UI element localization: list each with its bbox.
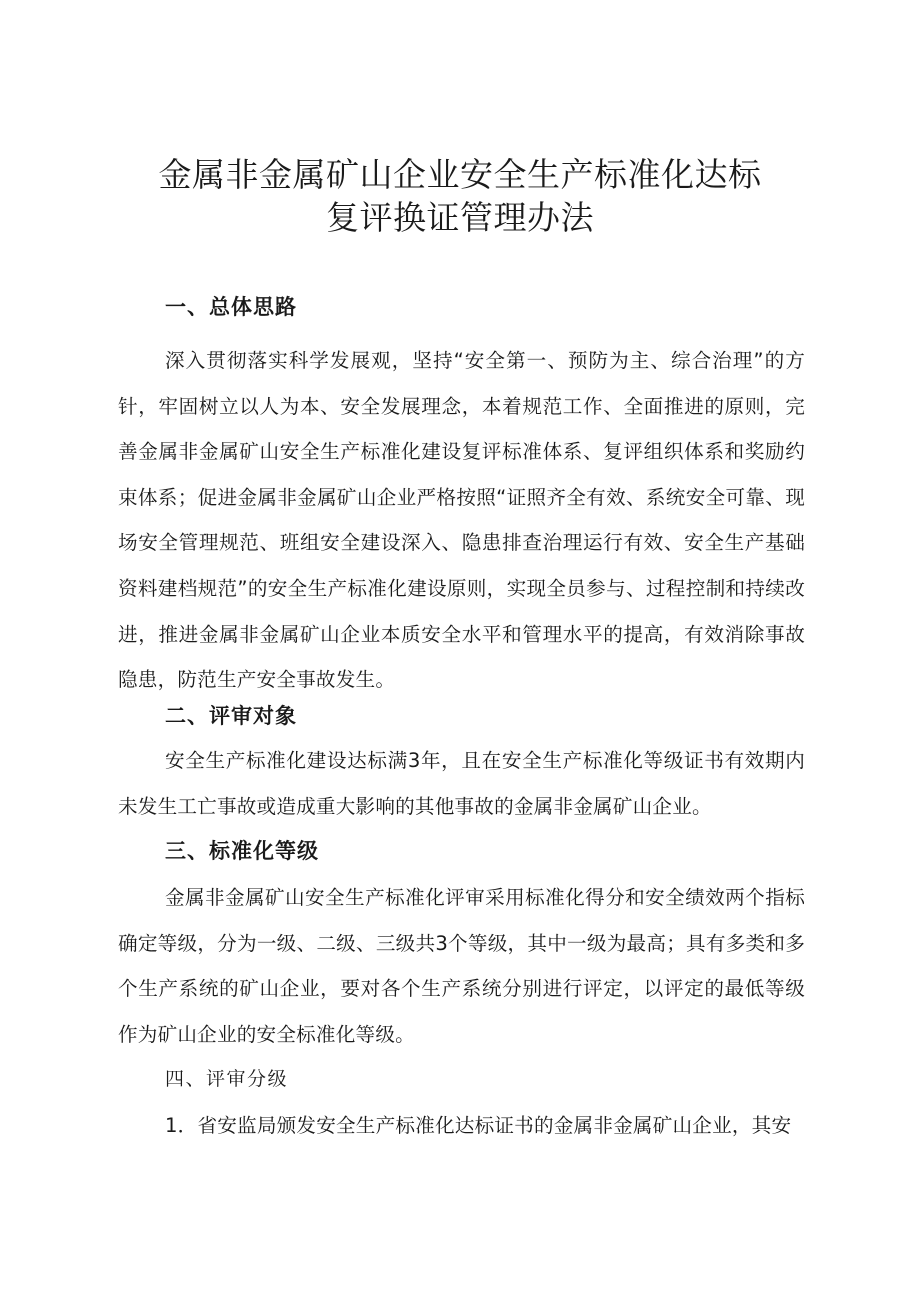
document-title-line-2: 复评换证管理办法 xyxy=(326,198,594,237)
section-paragraph-overall-approach: 深入贯彻落实科学发展观，坚持“安全第一、预防为主、综合治理”的方针，牢固树立以人为本、安全发展理念，本着规范工作、全面推进的原则，完善金属非金属矿山安全生产标准化建设复评标准体系、复评组织体系和奖励约束体系；促进金属非金属矿山企业严格按照“证照齐全有效、系统安全可靠、现场安全管理规范、班组安全建设深入、隐患排查治理运行有效、安全生产基础资料建档规范”的安全生产标准化建设原则，实现全员参与、过程控制和持续改进，推进金属非金属矿山企业本质安全水平和管理水平的提高，有效消除事故隐患，防范生产安全事故发生。 xyxy=(118,349,805,692)
section-heading-review-target: 二、评审对象 xyxy=(165,704,297,728)
section-paragraph-standard-levels: 金属非金属矿山安全生产标准化评审采用标准化得分和安全绩效两个指标确定等级，分为一级、二级、三级共3个等级，其中一级为最高；具有多类和多个生产系统的矿山企业，要对各个生产系统分别进行评定，以评定的最低等级作为矿山企业的安全标准化等级。 xyxy=(118,886,805,1046)
section-heading-overall-approach: 一、总体思路 xyxy=(165,295,297,319)
section-paragraph-review-target: 安全生产标准化建设达标满3年，且在安全生产标准化等级证书有效期内未发生工亡事故或造成重大影响的其他事故的金属非金属矿山企业。 xyxy=(118,749,805,818)
section-paragraph-review-grading: 1．省安监局颁发安全生产标准化达标证书的金属非金属矿山企业，其安 xyxy=(165,1114,792,1137)
document-title-line-1: 金属非金属矿山企业安全生产标准化达标 xyxy=(158,155,762,194)
section-heading-review-grading: 四、评审分级 xyxy=(165,1068,289,1090)
section-heading-standard-levels: 三、标准化等级 xyxy=(165,839,319,863)
